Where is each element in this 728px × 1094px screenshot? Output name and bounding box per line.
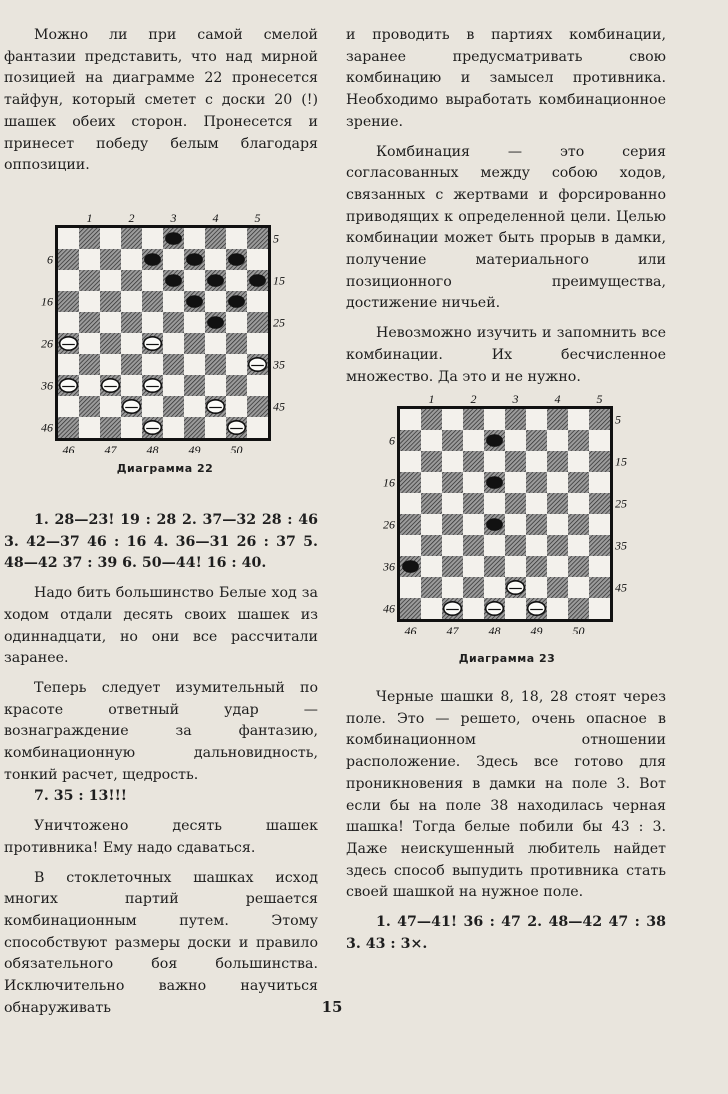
- dark-square: [205, 228, 226, 249]
- right-label: 5: [273, 231, 279, 246]
- dark-square: [100, 249, 121, 270]
- dark-square: [121, 312, 142, 333]
- dark-square: [568, 598, 589, 619]
- dark-square: [79, 354, 100, 375]
- dark-square: [547, 451, 568, 472]
- dark-square: [442, 430, 463, 451]
- black-piece: [165, 274, 182, 287]
- dark-square: [505, 493, 526, 514]
- bottom-label: 47: [446, 624, 459, 634]
- right-label: 45: [273, 399, 285, 414]
- white-piece: [144, 379, 162, 392]
- diagram-23-caption: Диаграмма 23: [458, 652, 556, 665]
- combination-notation-23: 1. 47—41! 36 : 47 2. 48—42 47 : 38 3. 43 : 3×.: [346, 914, 666, 952]
- right-label: 35: [615, 538, 627, 553]
- bottom-label: 46: [404, 624, 417, 634]
- dark-square: [547, 577, 568, 598]
- dark-square: [442, 472, 463, 493]
- dark-square: [547, 409, 568, 430]
- dark-square: [100, 333, 121, 354]
- white-piece: [528, 602, 546, 615]
- left-label: 6: [389, 433, 395, 448]
- diagram-22-board: [28, 203, 298, 453]
- dark-square: [568, 430, 589, 451]
- dark-square: [589, 535, 610, 556]
- black-piece: [165, 232, 182, 245]
- definition-paragraph: Комбинация — это серия согласованных между собою ходов, связанных с жертвами и форсированно приводящих к определенной цели. Целью комбинации может быть прорыв в дамки, получение материального или позиционного преимущества, достижение ничьей.: [346, 143, 666, 312]
- dark-square: [163, 312, 184, 333]
- diagram-23-board: [370, 384, 640, 634]
- dark-square: [400, 472, 421, 493]
- right-label: 15: [273, 273, 285, 288]
- dark-square: [463, 535, 484, 556]
- black-piece: [249, 274, 266, 287]
- dark-square: [505, 409, 526, 430]
- dark-square: [58, 291, 79, 312]
- top-label: 2: [470, 392, 477, 406]
- dark-square: [142, 291, 163, 312]
- right-label: 5: [615, 412, 621, 427]
- dark-square: [547, 493, 568, 514]
- left-label: 26: [383, 517, 395, 532]
- black-piece: [186, 295, 203, 308]
- dark-square: [568, 472, 589, 493]
- dark-square: [58, 249, 79, 270]
- right-column: [346, 25, 666, 388]
- white-piece: [102, 379, 120, 392]
- dark-square: [226, 375, 247, 396]
- black-piece: [207, 316, 224, 329]
- diagram-23-svg: [370, 384, 640, 634]
- left-label: 46: [383, 601, 395, 616]
- page-number: 15: [321, 998, 343, 1016]
- dark-square: [184, 333, 205, 354]
- dark-square: [247, 228, 268, 249]
- right-label: 15: [615, 454, 627, 469]
- top-label: 1: [86, 211, 93, 225]
- left-label: 26: [41, 336, 53, 351]
- black-piece: [486, 434, 503, 447]
- dark-square: [421, 493, 442, 514]
- dark-square: [100, 291, 121, 312]
- left-column-lower: [4, 510, 318, 1019]
- dark-square: [247, 312, 268, 333]
- bottom-label: 47: [104, 443, 117, 453]
- black-piece: [228, 295, 245, 308]
- sieve-paragraph: Черные шашки 8, 18, 28 стоят через поле. Это — решето, очень опасное в комбинационном отношении расположение. Здесь все готово для проникновения в дамки на поле 3. Вот если бы на поле 38 находилась черная шашка! Тогда белые побили бы 43 : 3. Даже неискушенный любитель найдет здесь способ выпудить противника стать своей шашкой на нужное поле.: [346, 689, 666, 901]
- dark-square: [526, 472, 547, 493]
- top-label: 2: [128, 211, 135, 225]
- dark-square: [58, 417, 79, 438]
- dark-square: [421, 577, 442, 598]
- diagram-22-svg: [28, 203, 298, 453]
- impossible-paragraph: Невозможно изучить и запомнить все комбинации. Их бесчисленное множество. Да это и не нужно.: [346, 325, 666, 385]
- left-label: 36: [41, 378, 53, 393]
- final-move: 7. 35 : 13!!!: [34, 788, 128, 805]
- dark-square: [526, 430, 547, 451]
- reply-paragraph: Теперь следует изумительный по красоте ответный удар — вознаграждение за фантазию, комбинационную дальновидность, тонкий расчет, щедрость.: [4, 679, 318, 783]
- dark-square: [526, 514, 547, 535]
- left-label: 46: [41, 420, 53, 435]
- dark-square: [226, 333, 247, 354]
- white-piece: [207, 400, 225, 413]
- dark-square: [79, 312, 100, 333]
- combination-notation-22: 1. 28—23! 19 : 28 2. 37—32 28 : 46 3. 42—37 46 : 16 4. 36—31 26 : 37 5. 48—42 37 : 39 6. 50—44! 16 : 40.: [4, 512, 318, 572]
- black-piece: [486, 518, 503, 531]
- dark-square: [442, 556, 463, 577]
- dark-square: [79, 228, 100, 249]
- dark-square: [568, 556, 589, 577]
- dark-square: [463, 577, 484, 598]
- dark-square: [163, 354, 184, 375]
- diagram-22-caption: Диаграмма 22: [116, 462, 214, 475]
- right-column-lower: [346, 687, 666, 955]
- top-label: 4: [554, 392, 561, 406]
- right-label: 25: [615, 496, 627, 511]
- top-label: 4: [212, 211, 219, 225]
- dark-square: [79, 396, 100, 417]
- left-label: 6: [47, 252, 53, 267]
- right-label: 25: [273, 315, 285, 330]
- top-label: 3: [170, 211, 177, 225]
- bottom-label: 49: [530, 624, 543, 634]
- bottom-label: 46: [62, 443, 75, 453]
- dark-square: [121, 228, 142, 249]
- intro-paragraph: Можно ли при самой смелой фантазии представить, что над мирной позицией на диаграмме 22 пронесется тайфун, который сметет с доски 20 (!) шашек обеих сторон. Пронесется и принесет победу белым благодаря оппозиции.: [4, 27, 318, 174]
- white-piece: [486, 602, 504, 615]
- dark-square: [547, 535, 568, 556]
- dark-square: [505, 451, 526, 472]
- majority-paragraph: Надо бить большинство Белые ход за ходом отдали десять своих шашек из одиннадцати, но они все рассчитали заранее.: [4, 585, 318, 667]
- continue-paragraph: и проводить в партиях комбинации, заранее предусматривать свою комбинацию и замысел противника. Необходимо выработать комбинационное зрение.: [346, 27, 666, 130]
- bottom-label: 48: [488, 624, 501, 634]
- black-piece: [207, 274, 224, 287]
- dark-square: [589, 451, 610, 472]
- dark-square: [184, 375, 205, 396]
- dark-square: [463, 493, 484, 514]
- white-piece: [249, 358, 267, 371]
- white-piece: [123, 400, 141, 413]
- bottom-label: 50: [572, 624, 585, 634]
- black-piece: [186, 253, 203, 266]
- right-label: 45: [615, 580, 627, 595]
- bottom-label: 50: [230, 443, 243, 453]
- top-label: 5: [596, 392, 603, 406]
- dark-square: [505, 535, 526, 556]
- dark-square: [163, 396, 184, 417]
- dark-square: [79, 270, 100, 291]
- top-label: 5: [254, 211, 261, 225]
- black-piece: [144, 253, 161, 266]
- white-piece: [228, 421, 246, 434]
- dark-square: [100, 417, 121, 438]
- black-piece: [402, 560, 419, 573]
- dark-square: [526, 556, 547, 577]
- black-piece: [228, 253, 245, 266]
- dark-square: [421, 451, 442, 472]
- dark-square: [247, 396, 268, 417]
- dark-square: [589, 577, 610, 598]
- dark-square: [400, 598, 421, 619]
- top-label: 3: [512, 392, 519, 406]
- bottom-label: 48: [146, 443, 159, 453]
- left-column: [4, 25, 318, 177]
- white-piece: [60, 337, 78, 350]
- dark-square: [463, 451, 484, 472]
- dark-square: [184, 417, 205, 438]
- dark-square: [400, 430, 421, 451]
- right-label: 35: [273, 357, 285, 372]
- outcome-paragraph: В стоклеточных шашках исход многих партий решается комбинационным путем. Этому способствуют размеры доски и правило обязательного боя большинства. Исключительно важно научиться обнаруживать: [4, 869, 318, 1016]
- left-label: 16: [41, 294, 53, 309]
- dark-square: [121, 270, 142, 291]
- left-label: 16: [383, 475, 395, 490]
- dark-square: [484, 556, 505, 577]
- dark-square: [463, 409, 484, 430]
- white-piece: [144, 421, 162, 434]
- white-piece: [60, 379, 78, 392]
- dark-square: [589, 409, 610, 430]
- black-piece: [486, 476, 503, 489]
- destroyed-paragraph: Уничтожено десять шашек противника! Ему надо сдаваться.: [4, 818, 318, 856]
- dark-square: [205, 354, 226, 375]
- white-piece: [507, 581, 525, 594]
- white-piece: [144, 337, 162, 350]
- dark-square: [400, 514, 421, 535]
- white-piece: [444, 602, 462, 615]
- dark-square: [121, 354, 142, 375]
- left-label: 36: [383, 559, 395, 574]
- dark-square: [442, 514, 463, 535]
- dark-square: [568, 514, 589, 535]
- bottom-label: 49: [188, 443, 201, 453]
- dark-square: [421, 535, 442, 556]
- dark-square: [589, 493, 610, 514]
- top-label: 1: [428, 392, 435, 406]
- dark-square: [421, 409, 442, 430]
